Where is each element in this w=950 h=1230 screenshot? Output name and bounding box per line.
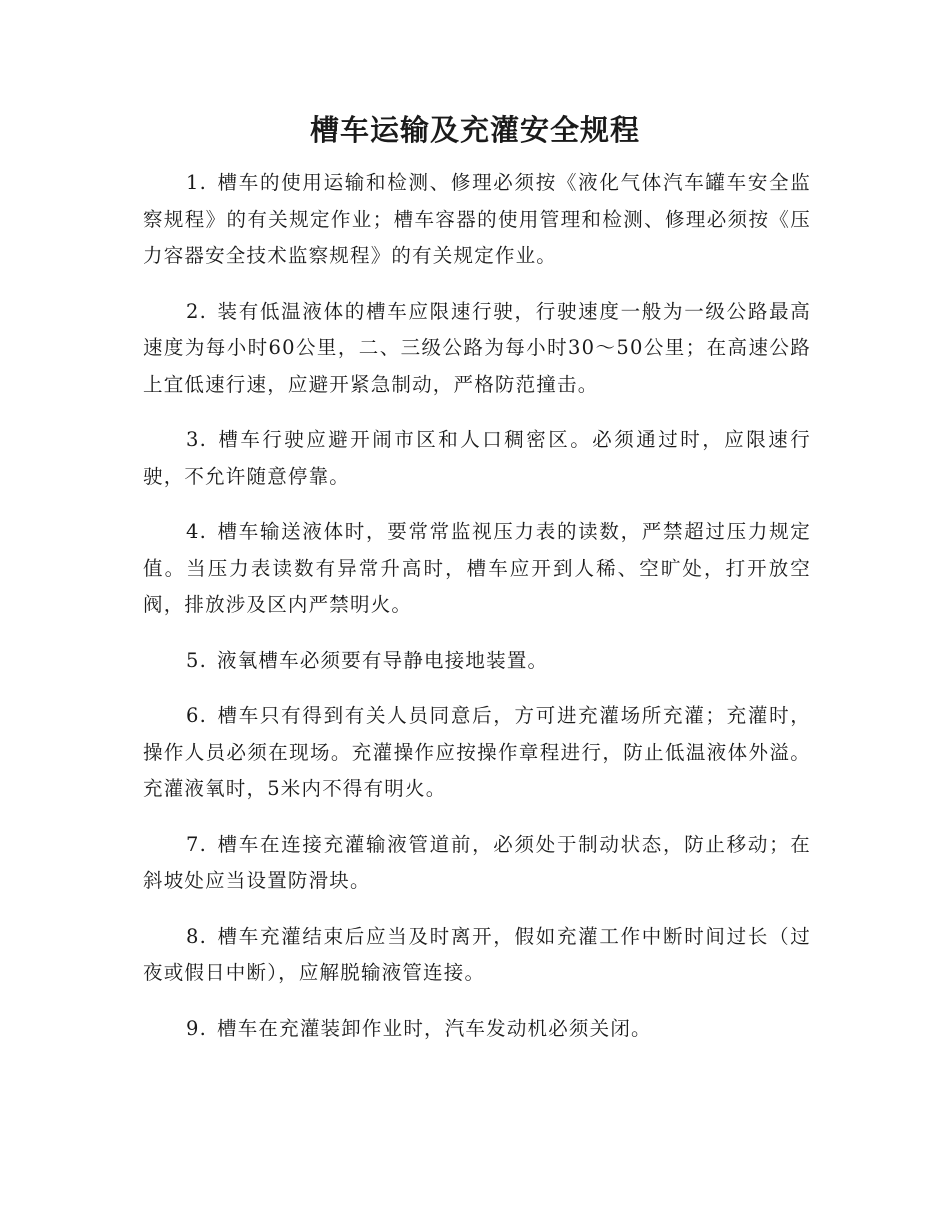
item-text: 槽车行驶应避开闹市区和人口稠密区。必须通过时，应限速行驶，不允许随意停靠。	[143, 428, 811, 488]
list-item-9	[143, 1011, 811, 1048]
item-text: 槽车输送液体时，要常常监视压力表的读数，严禁超过压力规定值。当压力表读数有异常升高时，槽车应开到人稀、空旷处，打开放空阀，排放涉及区内严禁明火。	[143, 520, 811, 616]
item-text: 液氧槽车必须要有导静电接地装置。	[217, 648, 549, 672]
list-item-7	[143, 827, 811, 900]
list-item-6	[143, 698, 811, 808]
item-number: 7.	[186, 832, 208, 856]
list-item-8	[143, 919, 811, 992]
item-text: 槽车只有得到有关人员同意后，方可进充灌场所充灌；充灌时，操作人员必须在现场。充灌操作应按操作章程进行，防止低温液体外溢。充灌液氧时，5米内不得有明火。	[143, 704, 811, 800]
item-text: 槽车充灌结束后应当及时离开，假如充灌工作中断时间过长（过夜或假日中断），应解脱输液管连接。	[143, 924, 811, 984]
list-item-4	[143, 514, 811, 624]
list-item-3	[143, 422, 811, 495]
list-item-5	[143, 643, 811, 680]
item-number: 8.	[186, 924, 208, 948]
page-title: 槽车运输及充灌安全规程	[309, 113, 640, 147]
item-number: 6.	[186, 704, 208, 727]
document-body	[143, 165, 811, 1066]
item-text: 装有低温液体的槽车应限速行驶，行驶速度一般为一级公路最高速度为每小时60公里，二、三级公路为每小时30～50公里；在高速公路上宜低速行速，应避开紧急制动，严格防范撞击。	[143, 299, 811, 396]
list-item-1	[143, 165, 811, 275]
item-number: 2.	[186, 299, 208, 323]
item-number: 1.	[186, 171, 208, 194]
item-number: 9.	[186, 1016, 208, 1040]
item-text: 槽车在充灌装卸作业时，汽车发动机必须关闭。	[217, 1016, 652, 1040]
list-item-2	[143, 294, 811, 404]
item-text: 槽车的使用运输和检测、修理必须按《液化气体汽车罐车安全监察规程》的有关规定作业；槽车容器的使用管理和检测、修理必须按《压力容器安全技术监察规程》的有关规定作业。	[143, 171, 811, 267]
item-text: 槽车在连接充灌输液管道前，必须处于制动状态，防止移动；在斜坡处应当设置防滑块。	[143, 832, 811, 892]
item-number: 4.	[186, 520, 208, 543]
item-number: 3.	[186, 428, 208, 451]
item-number: 5.	[186, 648, 208, 672]
